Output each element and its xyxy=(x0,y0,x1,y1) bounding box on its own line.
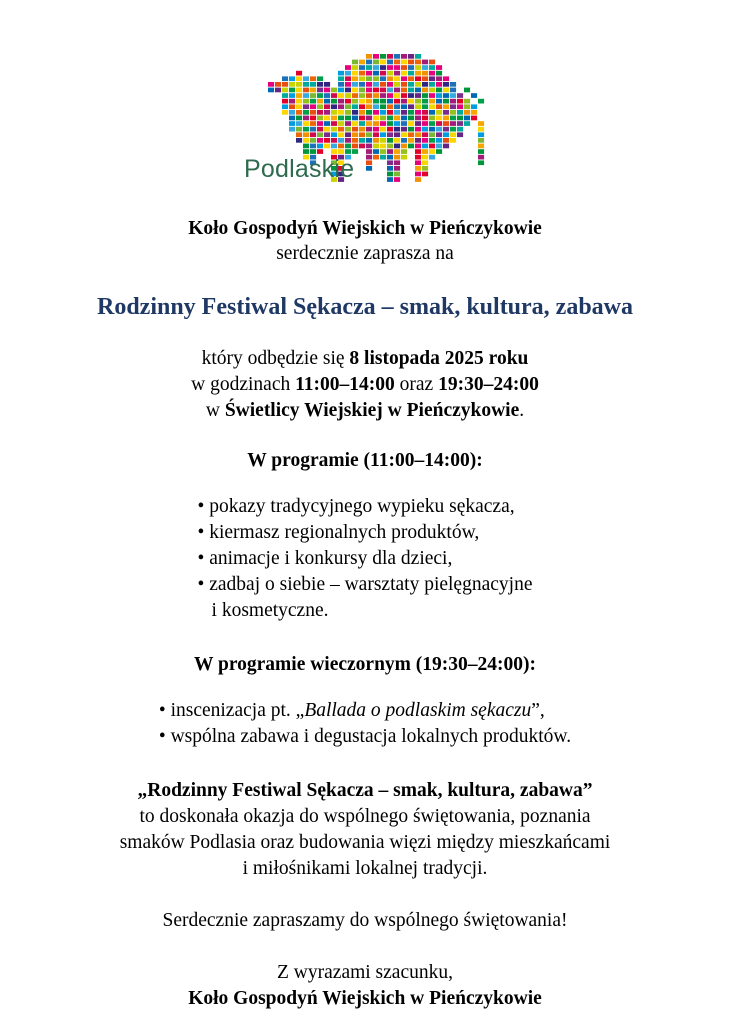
summary-line-4: i miłośnikami lokalnej tradycji. xyxy=(242,858,488,879)
logo-wordmark: Podlaskie xyxy=(244,155,355,183)
list-item: • wspólna zabawa i degustacja lokalnych produktów. xyxy=(158,726,572,747)
summary-paragraph xyxy=(28,778,702,882)
podlaskie-logo xyxy=(240,52,490,182)
summary-line-3: smaków Podlasia oraz budowania więzi między mieszkańcami xyxy=(119,832,611,853)
event-details xyxy=(28,346,702,424)
day-program-list xyxy=(198,494,533,624)
event-venue: Świetlicy Wiejskiej w Pieńczykowie xyxy=(224,400,520,421)
logo-block xyxy=(0,0,730,182)
flyer-content xyxy=(0,216,730,1012)
event-date: 8 listopada 2025 roku xyxy=(349,348,529,369)
summary-quoted-title: „Rodzinny Festiwal Sękacza – smak, kultura, zabawa” xyxy=(137,780,593,801)
performance-prefix: • inscenizacja pt. xyxy=(158,700,296,721)
festival-title: Rodzinny Festiwal Sękacza – smak, kultura, zabawa xyxy=(96,294,634,320)
list-item: • pokazy tradycyjnego wypieku sękacza, xyxy=(197,496,515,517)
performance-comma: , xyxy=(539,700,545,721)
organizer-name: Koło Gospodyń Wiejskich w Pieńczykowie xyxy=(188,218,542,239)
quote-open: „ xyxy=(295,700,305,721)
list-item xyxy=(159,698,571,724)
regards-line: Z wyrazami szacunku, xyxy=(277,962,453,983)
signature-block xyxy=(28,960,702,1012)
event-venue-line xyxy=(28,398,702,424)
hours-daytime: 11:00–14:00 xyxy=(295,374,395,395)
event-hours-line xyxy=(28,372,702,398)
closing-invitation: Serdecznie zapraszamy do wspólnego świętowania! xyxy=(162,910,568,931)
list-item-continuation: i kosmetyczne. xyxy=(211,600,329,621)
date-prefix: który odbędzie się xyxy=(201,348,350,369)
hours-conjunction: oraz xyxy=(394,374,439,395)
quote-close: ” xyxy=(531,700,540,721)
day-program-heading: W programie (11:00–14:00): xyxy=(247,450,483,471)
hours-prefix: w godzinach xyxy=(191,374,296,395)
summary-line-2: to doskonała okazja do wspólnego świętowania, poznania xyxy=(139,806,591,827)
hours-evening: 19:30–24:00 xyxy=(438,374,539,395)
list-item: • zadbaj o siebie – warsztaty pielęgnacyjne xyxy=(197,574,533,595)
list-item: • kiermasz regionalnych produktów, xyxy=(197,522,480,543)
evening-program-heading: W programie wieczornym (19:30–24:00): xyxy=(193,654,537,675)
evening-program-list xyxy=(159,698,571,750)
venue-period: . xyxy=(519,400,525,421)
venue-prefix: w xyxy=(205,400,225,421)
signature-name: Koło Gospodyń Wiejskich w Pieńczykowie xyxy=(188,988,542,1009)
list-item: • animacje i konkursy dla dzieci, xyxy=(197,548,453,569)
invitation-text: serdecznie zaprasza na xyxy=(276,243,454,264)
event-date-line xyxy=(28,346,702,372)
performance-title: Ballada o podlaskim sękaczu xyxy=(304,700,532,721)
